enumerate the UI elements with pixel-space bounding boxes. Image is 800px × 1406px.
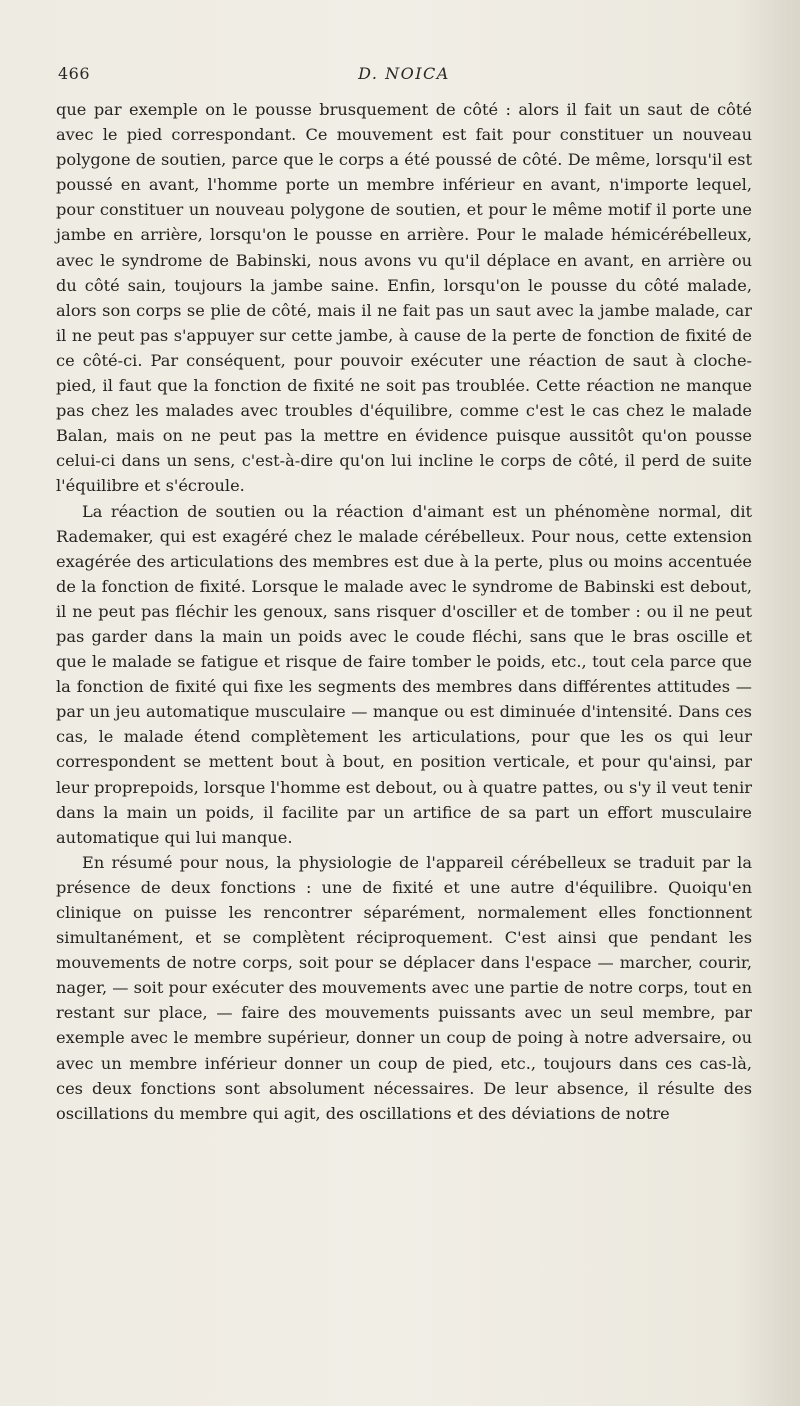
paragraph-1: que par exemple on le pousse brusquement de côté : alors il fait un saut de côté avec le pied correspondant. Ce mouvement est fait pour constituer un nouveau polygone de soutien, parce que le corps a été poussé de côté. De même, lorsqu'il est poussé en avant, l'homme porte un membre inférieur en avant, n'importe lequel, pour constituer un nouveau polygone de soutien, et pour le même motif il porte une jambe en arrière, lorsqu'on le pousse en arrière. Pour le malade hémicérébelleux, avec le syndrome de Babinski, nous avons vu qu'il déplace en avant, en arrière ou du côté sain, toujours la jambe saine. Enfin, lorsqu'on le pousse du côté malade, alors son corps se plie de côté, mais il ne fait pas un saut avec la jambe malade, car il ne peut pas s'appuyer sur cette jambe, à cause de la perte de fonction de fixité de ce côté-ci. Par conséquent, pour pouvoir exécuter une réaction de saut à cloche-pied, il faut que la fonction de fixité ne soit pas troublée. Cette réaction ne manque pas chez les malades avec troubles d'équilibre, comme c'est le cas chez le malade Balan, mais on ne peut pas la mettre en évidence puisque aussitôt qu'on pousse celui-ci dans un sens, c'est-à-dire qu'on lui incline le corps de côté, il perd de suite l'équilibre et s'écroule. xyxy=(56,100,752,496)
paragraph-2: La réaction de soutien ou la réaction d'aimant est un phénomène normal, dit Rademaker, qui est exagéré chez le malade cérébelleux. Pour nous, cette extension exagérée des articulations des membres est due à la perte, plus ou moins accentuée de la fonction de fixité. Lorsque le malade avec le syndrome de Babinski est debout, il ne peut pas fléchir les genoux, sans risquer d'osciller et de tomber : ou il ne peut pas garder dans la main un poids avec le coude fléchi, sans que le bras oscille et que le malade se fatigue et risque de faire tomber le poids, etc., tout cela parce que la fonction de fixité qui fixe les segments des membres dans différentes attitudes — par un jeu automatique musculaire — manque ou est diminuée d'intensité. Dans ces cas, le malade étend complètement les articulations, pour que les os qui leur correspondent se mettent bout à bout, en position verticale, et pour qu'ainsi, par leur proprepoids, lorsque l'homme est debout, ou à quatre pattes, ou s'y il veut tenir dans la main un poids, il facilite par un artifice de sa part un effort musculaire automatique qui lui manque. xyxy=(56,501,752,847)
page-number: 466 xyxy=(58,64,91,83)
body-text xyxy=(56,97,752,1126)
running-head xyxy=(58,64,750,88)
paragraph-3: En résumé pour nous, la physiologie de l'appareil cérébelleux se traduit par la présence de deux fonctions : une de fixité et une autre d'équilibre. Quoiqu'en clinique on puisse les rencontrer séparément, normalement elles fonctionnent simultanément, et se complètent réciproquement. C'est ainsi que pendant les mouvements de notre corps, soit pour se déplacer dans l'espace — marcher, courir, nager, — soit pour exécuter des mouvements avec une partie de notre corps, tout en restant sur place, — faire des mouvements puissants avec un seul membre, par exemple avec le membre supérieur, donner un coup de poing à notre adversaire, ou avec un membre inférieur donner un coup de pied, etc., toujours dans ces cas-là, ces deux fonctions sont absolument nécessaires. De leur absence, il résulte des oscillations du membre qui agit, des oscillations et des déviations de notre xyxy=(56,852,752,1123)
running-title: D. NOICA xyxy=(358,64,450,83)
